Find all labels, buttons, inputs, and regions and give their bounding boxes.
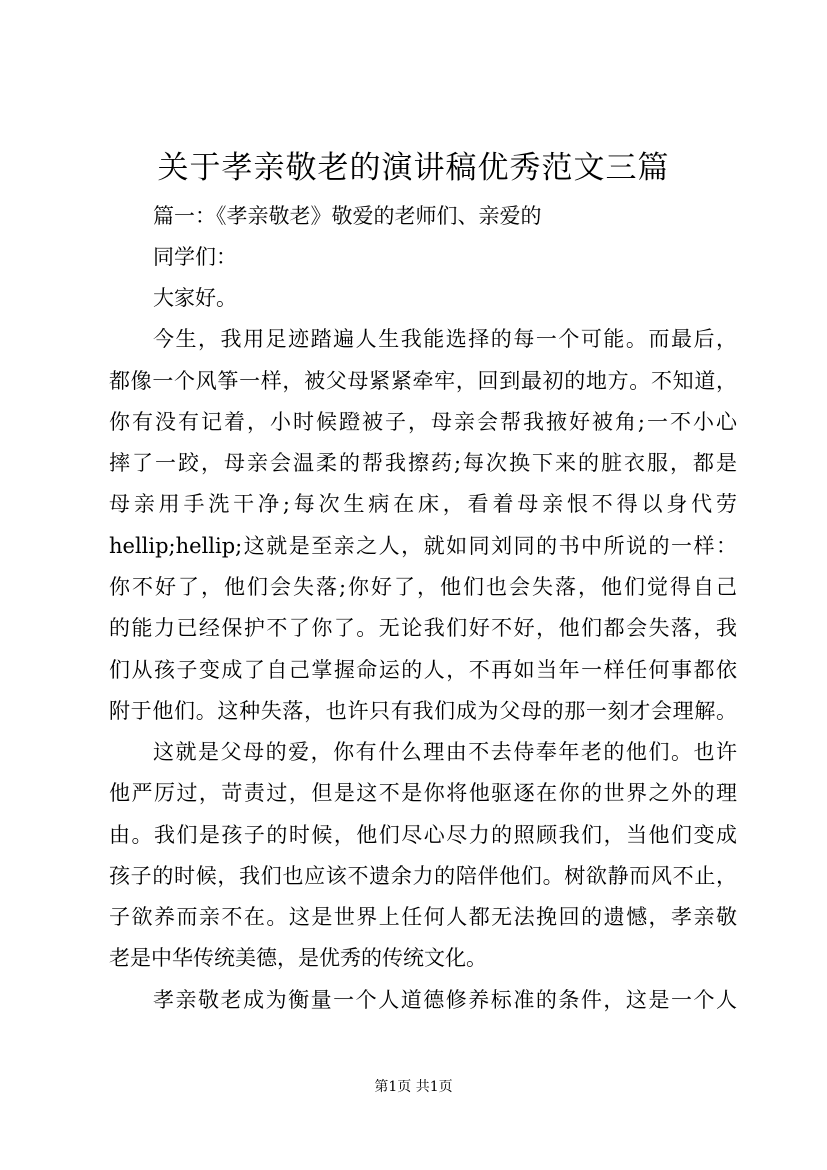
body-line: 附于他们。这种失落，也许只有我们成为父母的那一刻才会理解。: [109, 699, 737, 723]
body-line: 子欲养而亲不在。这是世界上任何人都无法挽回的遗憾，孝亲敬: [109, 905, 737, 929]
body-line: 由。我们是孩子的时候，他们尽心尽力的照顾我们，当他们变成: [109, 823, 737, 847]
body-line: 今生，我用足迹踏遍人生我能选择的每一个可能。而最后，: [153, 327, 737, 351]
body-line: 大家好。: [153, 286, 237, 310]
body-line: hellip;hellip;这就是至亲之人，就如同刘同的书中所说的一样：: [109, 534, 737, 558]
body-line: 的能力已经保护不了你了。无论我们好不好，他们都会失落，我: [109, 616, 737, 640]
body-line: 他严厉过，苛责过，但是这不是你将他驱逐在你的世界之外的理: [109, 781, 737, 805]
body-line: 都像一个风筝一样，被父母紧紧牵牢，回到最初的地方。不知道，: [109, 369, 737, 393]
body-line: 摔了一跤，母亲会温柔的帮我擦药;每次换下来的脏衣服，都是: [109, 451, 737, 475]
body-line: 你有没有记着，小时候蹬被子，母亲会帮我掖好被角;一不小心: [109, 410, 737, 434]
body-line: 孝亲敬老成为衡量一个人道德修养标准的条件，这是一个人: [153, 988, 737, 1012]
body-line: 孩子的时候，我们也应该不遗余力的陪伴他们。树欲静而风不止，: [109, 864, 737, 888]
body-line: 们从孩子变成了自己掌握命运的人，不再如当年一样任何事都依: [109, 658, 737, 682]
body-line: 母亲用手洗干净;每次生病在床，看着母亲恨不得以身代劳: [109, 492, 737, 516]
body-line: 这就是父母的爱，你有什么理由不去侍奉年老的他们。也许: [153, 740, 737, 764]
body-line: 你不好了，他们会失落;你好了，他们也会失落，他们觉得自己: [109, 575, 737, 599]
body-line: 篇一：《孝亲敬老》敬爱的老师们、亲爱的: [153, 204, 542, 228]
body-line: 老是中华传统美德，是优秀的传统文化。: [109, 946, 487, 970]
body-line: 同学们：: [153, 245, 237, 269]
page-footer: 第1页 共1页: [374, 1079, 453, 1095]
document-title: 关于孝亲敬老的演讲稿优秀范文三篇: [157, 150, 670, 186]
